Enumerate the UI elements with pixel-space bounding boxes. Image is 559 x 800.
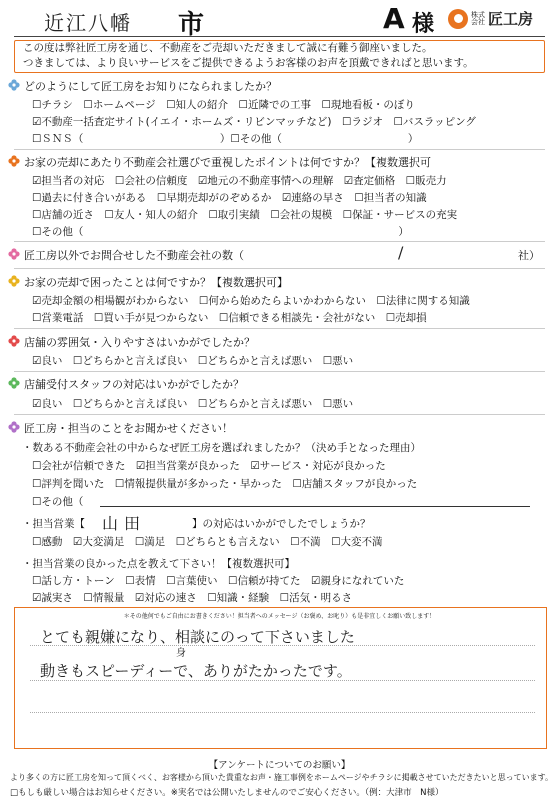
footer-heading: 【アンケートについてのお願い】 — [208, 760, 351, 771]
flower-icon — [8, 248, 20, 260]
q7-sub1-row-3[interactable]: ☐その他（ — [32, 496, 84, 508]
divider — [14, 241, 545, 242]
flower-icon — [8, 335, 20, 347]
comment-rule — [30, 712, 535, 713]
flower-icon — [8, 155, 20, 167]
logo-mark-icon — [448, 9, 468, 29]
q7-sub2-post: 】の対応はいかがでしたでしょうか？ — [192, 518, 371, 530]
q2-row-2[interactable]: ☐過去に付き合いがある ☐早期売却がのぞめるか ☑連絡の早さ ☐担当者の知識 — [32, 192, 427, 204]
flower-icon — [8, 377, 20, 389]
divider — [14, 371, 545, 372]
comment-correction: 身 — [176, 648, 186, 659]
q1-title: どのようにして匠工房をお知りになられましたか？ — [24, 80, 277, 93]
comment-line-1: とても親嫌になり、相談にのって下さいました — [40, 628, 355, 646]
flower-icon — [8, 421, 20, 433]
q2-row-4[interactable]: ☐その他（ ） — [32, 226, 409, 238]
city-suffix: 市 — [178, 10, 205, 40]
q2-title: お家の売却にあたり不動産会社選びで重視したポイントは何ですか？【複数選択可 — [24, 156, 431, 169]
divider — [14, 149, 545, 150]
honorific: 様 — [412, 12, 435, 37]
header-divider — [14, 36, 545, 37]
flower-icon — [8, 79, 20, 91]
divider — [14, 414, 545, 415]
footer-line-1: より多くの方に匠工房を知って頂くべく、お客様から頂いた貴重なお声・施工事例をホームページやチラシに掲載させていただきたいと思っています。 — [10, 773, 554, 782]
q7-sub2-pre: ・担当営業【 — [22, 518, 85, 530]
q4-title: お家の売却で困ったことは何ですか？【複数選択可】 — [24, 276, 288, 289]
q2-row-1[interactable]: ☑担当者の対応 ☐会社の信頼度 ☑地元の不動産事情への理解 ☑査定価格 ☐販売力 — [32, 175, 447, 187]
q6-title: 店舗受付スタッフの対応はいかがでしたか？ — [24, 378, 244, 391]
q7-title: 匠工房・担当のことをお聞かせください！ — [24, 422, 233, 435]
logo-kk: 株式会社 — [471, 10, 485, 26]
q7-sub1: ・数ある不動産会社の中からなぜ匠工房を選ばれましたか？（決め手となった理由） — [22, 442, 421, 454]
q1-row-2[interactable]: ☑不動産一括査定サイト(イエイ・ホームズ・リビンマッチなど) ☐ラジオ ☐バスラッピング — [32, 116, 476, 128]
q7-sub3-row-1[interactable]: ☐話し方・トーン ☐表情 ☐言葉使い ☐信頼が持てた ☑親身になれていた — [32, 575, 405, 587]
intro-line-1: この度は弊社匠工房を通じ、不動産をご売却いただきまして誠に有難う御座いました。 — [23, 42, 433, 54]
q7-sub3-row-2[interactable]: ☑誠実さ ☐情報量 ☑対応の速さ ☐知識・経験 ☐活気・明るさ — [32, 592, 353, 604]
logo-brand: 匠工房 — [488, 10, 534, 28]
divider — [14, 328, 545, 329]
footer-line-2[interactable]: □もしも厳しい場合はお知らせください。※実名では公開いたしませんのでご安心ください。（例：大津市 N様） — [10, 788, 444, 798]
customer-city: 近江八幡 — [44, 11, 132, 35]
customer-name: A — [383, 2, 405, 35]
q5-title: 店舗の雰囲気・入りやすさはいかがでしたか？ — [24, 336, 255, 349]
comment-heading: ＊その他何でもご自由にお書きください！担当者へのメッセージ（お褒め、お叱り）も是非宜しくお願い致します！ — [123, 613, 436, 620]
divider — [14, 268, 545, 269]
q3-answer[interactable]: / — [398, 243, 404, 262]
company-logo — [448, 8, 533, 29]
q6-row[interactable]: ☑良い ☐どちらかと言えば良い ☐どちらかと言えば悪い ☐悪い — [32, 398, 354, 410]
q1-row-3[interactable]: ☐ＳＮＳ（ ）☐その他（ ） — [32, 133, 419, 145]
q3-unit: 社） — [518, 249, 540, 262]
intro-line-2: つきましては、より良いサービスをご提供できるようお客様のお声を頂戴できればと思います。 — [23, 57, 474, 69]
q7-sub1-row-2[interactable]: ☐評判を聞いた ☐情報提供量が多かった・早かった ☐店舗スタッフが良かった — [32, 478, 418, 490]
other-blank[interactable] — [100, 506, 530, 507]
q2-row-3[interactable]: ☐店舗の近さ ☐友人・知人の紹介 ☐取引実績 ☐会社の規模 ☐保証・サービスの充実 — [32, 209, 458, 221]
q7-sub2-row[interactable]: ☐感動 ☑大変満足 ☐満足 ☐どちらとも言えない ☐不満 ☐大変不満 — [32, 536, 383, 548]
q7-sub1-row-1[interactable]: ☐会社が信頼できた ☑担当営業が良かった ☑サービス・対応が良かった — [32, 460, 386, 472]
flower-icon — [8, 275, 20, 287]
sales-rep-name[interactable]: 山田 — [102, 514, 147, 533]
intro-box — [14, 40, 545, 73]
comment-line-2: 動きもスピーディーで、ありがたかったです。 — [40, 662, 352, 680]
q5-row[interactable]: ☑良い ☐どちらかと言えば良い ☐どちらかと言えば悪い ☐悪い — [32, 355, 354, 367]
q1-row-1[interactable]: ☐チラシ ☐ホームページ ☐知人の紹介 ☐近隣での工事 ☐現地看板・のぼり — [32, 99, 415, 111]
q7-sub3: ・担当営業の良かった点を教えて下さい！【複数選択可】 — [22, 558, 295, 570]
q4-row-1[interactable]: ☑売却金額の相場観がわからない ☐何から始めたらよいかわからない ☐法律に関する知識 — [32, 295, 470, 307]
q3-title: 匠工房以外でお問合せした不動産会社の数（ — [24, 249, 244, 262]
q4-row-2[interactable]: ☐営業電話 ☐買い手が見つからない ☐信頼できる相談先・会社がない ☐売却損 — [32, 312, 427, 324]
